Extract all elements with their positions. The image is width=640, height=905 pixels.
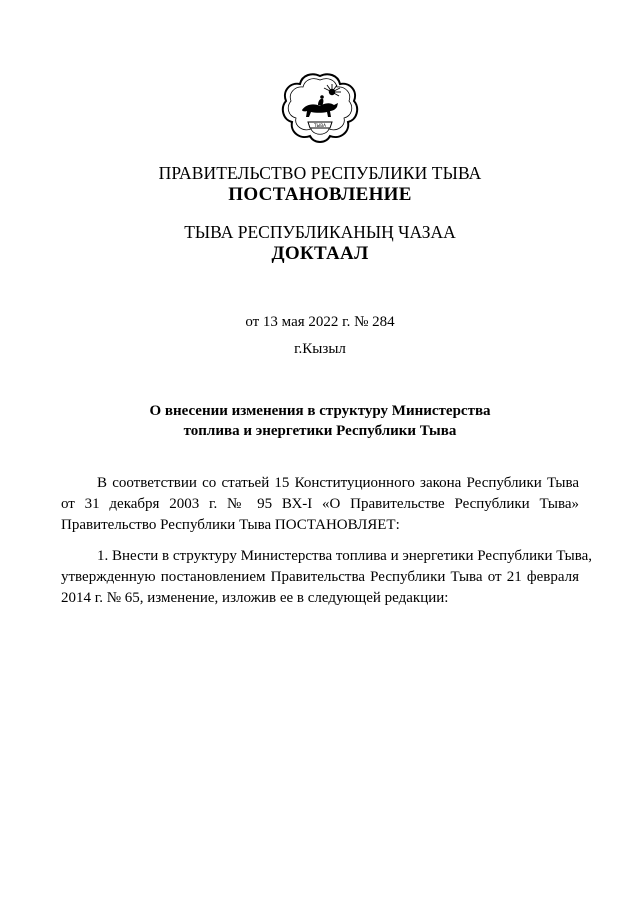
decree-city: г.Кызыл — [294, 341, 346, 357]
paragraph-preamble — [61, 473, 579, 536]
decree-title-line-2: топлива и энергетики Республики Тыва — [183, 423, 457, 439]
paragraph-line: 2014 г. № 65, изменение, изложив ее в следующей редакции: — [61, 590, 449, 606]
decree-title — [0, 401, 640, 441]
paragraph-item-1 — [61, 546, 593, 609]
paragraph-line: 1. Внести в структуру Министерства топлива и энергетики Республики Тыва, — [97, 548, 593, 564]
government-name-tyva: ТЫВА РЕСПУБЛИКАНЫҢ ЧАЗАА — [184, 222, 456, 242]
coat-of-arms-tyva-icon — [280, 70, 360, 150]
decree-heading-tyva: ДОКТААЛ — [271, 243, 369, 264]
emblem-ribbon-text: ТЫВА — [314, 123, 326, 128]
paragraph-line: от 31 декабря 2003 г. № 95 ВХ-I «О Правительстве Республики Тыва» — [61, 496, 579, 512]
government-name: ПРАВИТЕЛЬСТВО РЕСПУБЛИКИ ТЫВА — [158, 163, 482, 183]
paragraph-line: В соответствии со статьей 15 Конституционного закона Республики Тыва — [97, 475, 579, 491]
paragraph-line: утвержденную постановлением Правительства Республики Тыва от 21 февраля — [61, 569, 579, 585]
decree-title-line-1: О внесении изменения в структуру Министерства — [149, 403, 491, 419]
paragraph-line: Правительство Республики Тыва ПОСТАНОВЛЯЕТ: — [61, 517, 400, 533]
decree-heading: ПОСТАНОВЛЕНИЕ — [228, 184, 412, 205]
decree-date-number: от 13 мая 2022 г. № 284 — [245, 314, 395, 330]
